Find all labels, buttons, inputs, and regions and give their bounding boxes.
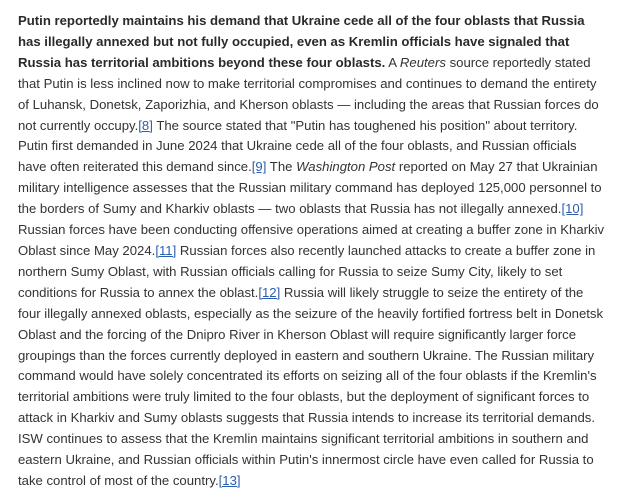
footnote-link-13[interactable]: [13] xyxy=(218,472,241,488)
lead-sentence: Putin reportedly maintains his demand that Ukraine cede all of the four oblasts that Russia has illegally annexed but not fully occupied, even as Kremlin officials have signaled that Russia has territorial ambitions beyond these four oblasts. xyxy=(18,13,585,70)
text-segment: The xyxy=(266,159,297,175)
text-segment: Russian forces have been conducting offensive operations aimed at creating a buffer zone in Kharkiv Oblast since May 2024. xyxy=(18,222,605,258)
text-segment: A xyxy=(385,54,400,70)
text-segment: Russia will likely struggle to seize the entirety of the four illegally annexed oblasts, especially as the seizure of the heavily fortified fortress belt in Donetsk Oblast and the forcing of the Dnipro River in Kherson Oblast will require significantly larger force groupings than the forces currently deployed in eastern and southern Ukraine. The Russian military command would have solely concentrated its efforts on seizing all of the four oblasts if the Kremlin's territorial ambitions were truly limited to the four oblasts, but the deployment of significant forces to attack in Kharkiv and Sumy oblasts suggests that Russia intends to increase its territorial demands. ISW continues to assess that the Kremlin maintains significant territorial ambitions in southern and eastern Ukraine, and Russian officials within Putin's innermost circle have even called for Russia to take control of most of the country. xyxy=(18,284,604,488)
footnote-link-9[interactable]: [9] xyxy=(251,159,267,175)
footnote-link-10[interactable]: [10] xyxy=(561,201,584,217)
footnote-link-12[interactable]: [12] xyxy=(258,284,281,300)
source-washington-post: Washington Post xyxy=(296,159,396,175)
footnote-link-8[interactable]: [8] xyxy=(138,117,153,133)
text-segment: The source stated that "Putin has toughened his position" about territory. Putin first demanded in June 2024 that Ukraine cede all of the four oblasts, and Russian officials have often reiterated this demand since. xyxy=(18,117,578,175)
text-segment: reported on May 27 that Ukrainian military intelligence assesses that the Russian military command has deployed 125,000 personnel to the borders of Sumy and Kharkiv oblasts — two oblasts that Russia has not illegally annexed. xyxy=(18,159,602,217)
text-segment: source reportedly stated that Putin is less inclined now to make territorial compromises and continues to demand the entirety of Luhansk, Donetsk, Zaporizhia, and Kherson oblasts — including the areas that Russian forces do not currently occupy. xyxy=(18,54,599,133)
source-reuters: Reuters xyxy=(399,54,446,70)
article-paragraph xyxy=(18,11,605,492)
footnote-link-11[interactable]: [11] xyxy=(155,242,177,258)
text-segment: Russian forces also recently launched attacks to create a buffer zone in northern Sumy Oblast, with Russian officials calling for Russia to seize Sumy City, likely to set conditions for Russia to annex the oblast. xyxy=(18,242,596,300)
